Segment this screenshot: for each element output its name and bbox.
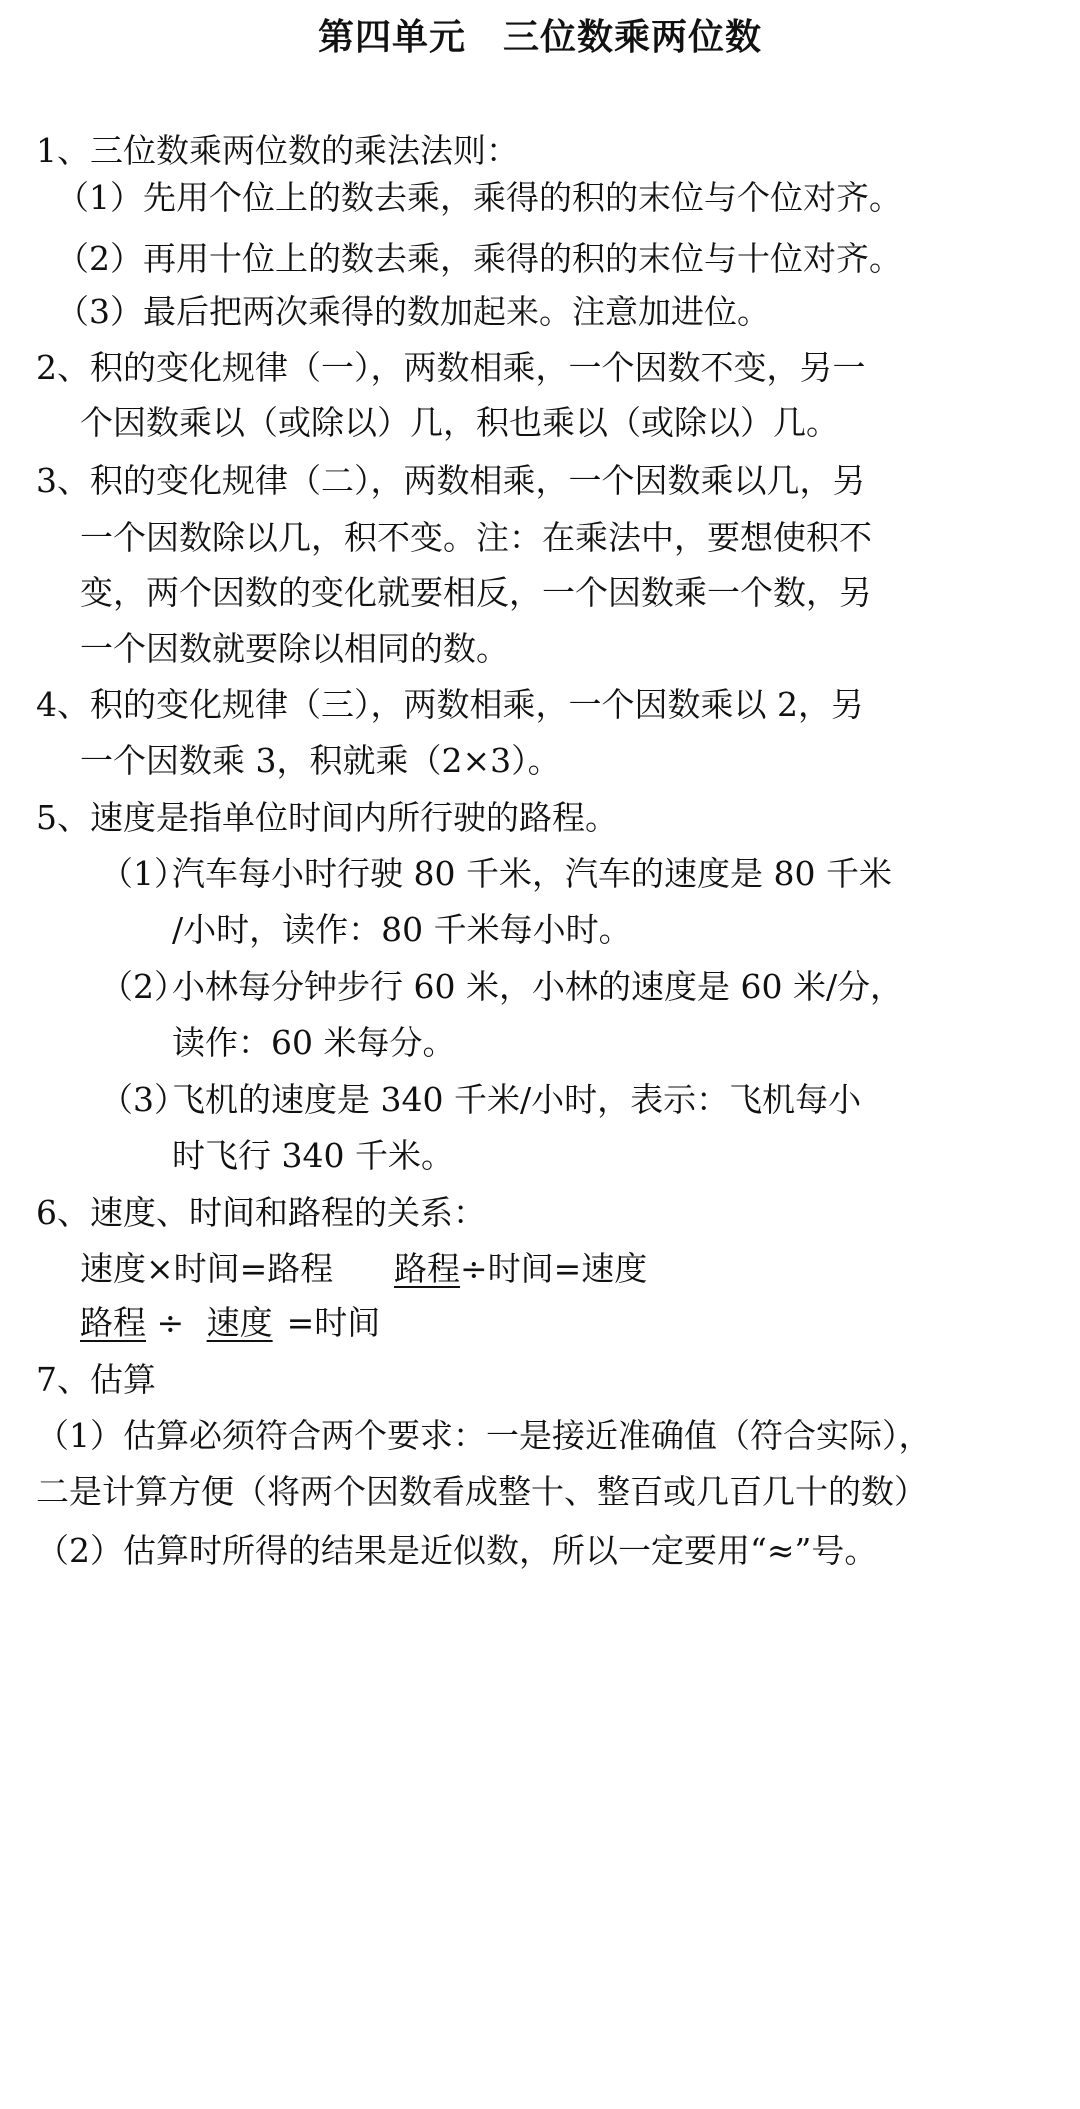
page-title: 第四单元 三位数乘两位数: [317, 17, 762, 58]
formula-time-divisor: 速度: [206, 1303, 273, 1342]
section-7-line-2: 二是计算方便（将两个因数看成整十、整百或几百几十的数）: [36, 1472, 927, 1511]
section-7-line-3: （2）估算时所得的结果是近似数，所以一定要用“≈”号。: [36, 1531, 878, 1570]
section-1-rule-2: （2）再用十位上的数去乘，乘得的积的末位与十位对齐。: [56, 239, 902, 278]
section-3-line-3: 变，两个因数的变化就要相反，一个因数乘一个数，另: [80, 573, 872, 612]
section-5-heading: 5、速度是指单位时间内所行驶的路程。: [36, 798, 618, 837]
section-5-item-1-line-2: /小时，读作：80 千米每小时。: [172, 910, 632, 949]
formula-speed-rest: ÷时间=速度: [460, 1249, 648, 1288]
section-2-line-1: 2、积的变化规律（一），两数相乘，一个因数不变，另一: [36, 348, 866, 387]
formula-distance: 速度×时间=路程: [80, 1249, 334, 1288]
section-5-item-2-number: （2）: [100, 967, 187, 1006]
section-3-line-2: 一个因数除以几，积不变。注：在乘法中，要想使积不: [80, 518, 872, 557]
section-5-item-2-line-2: 读作：60 米每分。: [172, 1023, 456, 1062]
section-5-item-3-line-1: 飞机的速度是 340 千米/小时，表示：飞机每小: [172, 1080, 862, 1119]
section-5-item-3-number: （3）: [100, 1080, 187, 1119]
section-3-line-4: 一个因数就要除以相同的数。: [80, 629, 509, 668]
formula-speed-dividend: 路程: [394, 1249, 460, 1288]
section-1-rule-1: （1）先用个位上的数去乘，乘得的积的末位与个位对齐。: [56, 178, 902, 217]
section-2-line-2: 个因数乘以（或除以）几，积也乘以（或除以）几。: [80, 403, 839, 442]
section-5-item-2-line-1: 小林每分钟步行 60 米，小林的速度是 60 米/分，: [172, 967, 904, 1006]
section-6-heading: 6、速度、时间和路程的关系：: [36, 1193, 486, 1232]
section-7-heading: 7、估算: [36, 1360, 156, 1399]
formula-speed: [380, 1246, 647, 1292]
section-7-line-1: （1）估算必须符合两个要求：一是接近准确值（符合实际），: [36, 1416, 932, 1455]
section-3-line-1: 3、积的变化规律（二），两数相乘，一个因数乘以几，另: [36, 461, 866, 500]
section-5-item-1-number: （1）: [100, 854, 187, 893]
section-5-item-1-line-1: 汽车每小时行驶 80 千米，汽车的速度是 80 千米: [172, 854, 892, 893]
formula-time: [80, 1300, 380, 1346]
formula-time-divide-sign: ÷: [146, 1303, 195, 1342]
section-1-rule-3: （3）最后把两次乘得的数加起来。注意加进位。: [56, 292, 770, 331]
section-5-item-3-line-2: 时飞行 340 千米。: [172, 1136, 454, 1175]
section-1-heading: 1、三位数乘两位数的乘法法则：: [36, 131, 519, 170]
formula-time-dividend: 路程: [80, 1303, 146, 1342]
formula-time-rest: =时间: [286, 1303, 381, 1342]
section-4-line-1: 4、积的变化规律（三），两数相乘，一个因数乘以 2，另: [36, 685, 864, 724]
section-4-line-2: 一个因数乘 3，积就乘（2×3）。: [80, 741, 561, 780]
